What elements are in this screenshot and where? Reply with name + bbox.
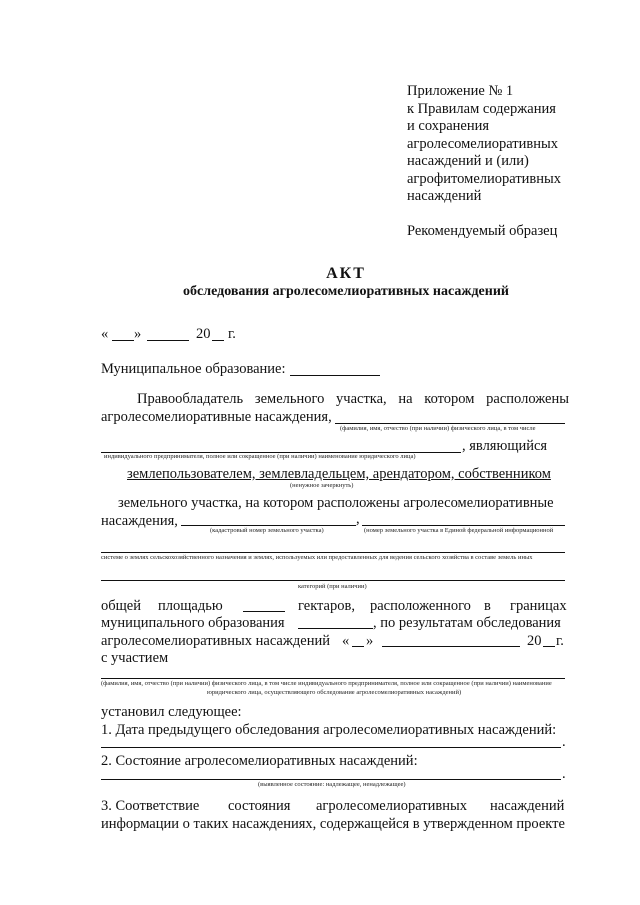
area-line-2a: муниципального образования: [101, 615, 285, 631]
category-blank[interactable]: [101, 580, 565, 581]
act-title: АКТ: [326, 265, 366, 282]
area-day-blank[interactable]: [352, 646, 364, 647]
plot-line-2: насаждения,: [101, 513, 178, 529]
finding-2-blank[interactable]: [101, 779, 561, 780]
area-year-blank[interactable]: [543, 646, 555, 647]
municipality-blank[interactable]: [290, 375, 380, 376]
register-hint: (номер земельного участка в Единой федеральной информационной: [364, 527, 554, 534]
appendix-line: Приложение № 1: [407, 83, 514, 99]
appendix-line: насаждений: [407, 188, 482, 204]
area-line-3a: агролесомелиоративных насаждений: [101, 633, 330, 649]
owner-being: , являющийся: [462, 438, 548, 454]
appendix-line: к Правилам содержания: [407, 100, 556, 117]
year-prefix: 20: [196, 326, 211, 342]
area-word-4: расположенного: [370, 598, 471, 614]
area-word-6: границах: [510, 598, 567, 614]
area-blank[interactable]: [243, 611, 285, 612]
roles-hint: (ненужное зачеркнуть): [290, 482, 354, 489]
plot-comma: ,: [356, 511, 360, 527]
sample-note: Рекомендуемый образец: [407, 223, 558, 239]
category-hint: категорий (при наличии): [298, 583, 367, 590]
area-year-suffix: г.: [556, 633, 564, 649]
owner-hint-1: (фамилия, имя, отчество (при наличии) физического лица, в том числе: [340, 425, 536, 432]
finding-2-end: .: [562, 766, 566, 782]
plot-line-1: земельного участка, на котором расположены агролесомелиоративные: [118, 495, 554, 511]
finding-2-hint: (выявленное состояние: надлежащее, ненадлежащее): [258, 781, 406, 788]
area-word-3: гектаров,: [298, 598, 355, 614]
finding-1-blank[interactable]: [101, 747, 561, 748]
year-blank[interactable]: [212, 340, 224, 341]
appendix-line: и сохранения: [407, 118, 490, 134]
appendix-line: агрофитомелиоративных: [407, 170, 562, 187]
finding-3-word-2: состояния: [228, 798, 291, 814]
finding-3-line-2: информации о таких насаждениях, содержащейся в утвержденном проекте: [101, 816, 565, 832]
cadastral-hint: (кадастровый номер земельного участка): [210, 527, 324, 534]
act-subtitle: обследования агролесомелиоративных насаждений: [183, 284, 509, 299]
area-month-blank[interactable]: [382, 646, 520, 647]
day-blank[interactable]: [112, 340, 134, 341]
owner-line-2: агролесомелиоративные насаждения,: [101, 409, 332, 425]
owner-roles: землепользователем, землевладельцем, арендатором, собственником: [127, 466, 551, 482]
municipality-label: Муниципальное образование:: [101, 361, 286, 377]
appendix-line: насаждений и (или): [407, 153, 529, 169]
area-word-2: площадью: [158, 598, 223, 614]
finding-3-word-1: 3. Соответствие: [101, 798, 200, 814]
appendix-line: агролесомелиоративных: [407, 135, 558, 152]
register-blank[interactable]: [362, 525, 565, 526]
participant-hint-1: (фамилия, имя, отчество (при наличии) физического лица, в том числе индивидуального предпринимателя, полное или сокращенное (при наличии) наименование: [101, 680, 552, 687]
finding-item-2: 2. Состояние агролесомелиоративных насаждений:: [101, 753, 418, 769]
register-blank-2[interactable]: [101, 552, 565, 553]
system-hint: системе о землях сельскохозяйственного назначения и землях, используемых или предоставленных для ведения сельского хозяйства в составе земель иных: [101, 554, 533, 561]
finding-1-end: .: [562, 734, 566, 750]
finding-3-word-3: агролесомелиоративных: [316, 798, 467, 814]
findings-intro: установил следующее:: [101, 704, 242, 720]
participant-hint-2: юридического лица, осуществляющего обследование агролесомелиоративных насаждений): [207, 689, 462, 696]
appendix-block: [407, 83, 561, 206]
finding-item-1: 1. Дата предыдущего обследования агролесомелиоративных насаждений:: [101, 722, 557, 738]
area-line-4: с участием: [101, 650, 169, 666]
month-blank[interactable]: [147, 340, 189, 341]
cadastral-blank[interactable]: [181, 525, 356, 526]
date-close-quote: »: [134, 326, 142, 342]
area-word-1: общей: [101, 598, 141, 614]
area-year-prefix: 20: [527, 633, 542, 649]
area-word-5: в: [484, 598, 491, 614]
owner-name-blank[interactable]: [335, 423, 565, 424]
municipality-blank-2[interactable]: [298, 628, 373, 629]
area-close-quote: »: [366, 633, 374, 649]
participant-blank[interactable]: [101, 678, 565, 679]
area-open-quote: «: [342, 633, 350, 649]
area-line-2b: , по результатам обследования: [373, 615, 561, 631]
finding-3-word-4: насаждений: [490, 798, 565, 814]
owner-hint-2: индивидуального предпринимателя, полное или сокращенное (при наличии) наименование юридического лица): [104, 453, 416, 460]
owner-line-1: Правообладатель земельного участка, на котором расположены: [137, 391, 569, 407]
date-open-quote: «: [101, 326, 109, 342]
year-suffix: г.: [228, 326, 236, 342]
